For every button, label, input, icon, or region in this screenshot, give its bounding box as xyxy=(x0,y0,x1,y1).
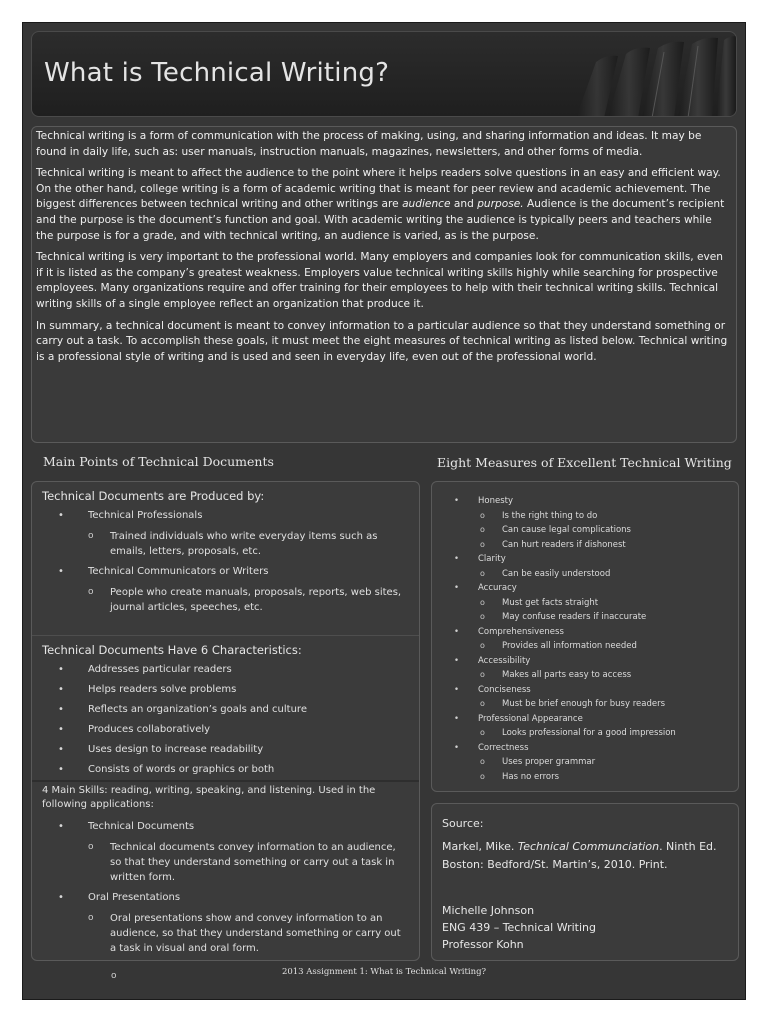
characteristics-title: Technical Documents Have 6 Characteristics: xyxy=(42,643,302,657)
intro-paragraph-4: In summary, a technical document is meant to convey information to a particular audience so that they understand something or carry out a task. To accomplish these goals, it must meet the eight measures of technical writing as listed below. Technical writing is a professional style of writing and is used and seen in everyday life, even out of the professional world. xyxy=(36,319,728,363)
list-item: • Correctness o Uses proper grammar o Has no errors xyxy=(432,741,738,785)
list-item: • Uses design to increase readability xyxy=(42,743,409,757)
produced-by-title: Technical Documents are Produced by: xyxy=(42,489,265,503)
title-banner xyxy=(31,31,737,117)
list-item: • Professional Appearance o Looks professional for a good impression xyxy=(432,712,738,741)
page-title: What is Technical Writing? xyxy=(44,58,390,88)
list-item: o People who create manuals, proposals, reports, web sites, journal articles, speeches, etc. xyxy=(88,585,409,615)
list-item: o Oral presentations show and convey information to an audience, so that they understand something or carry out a task in visual and oral form. xyxy=(88,911,409,956)
skills-intro: 4 Main Skills: reading, writing, speaking, and listening. Used in the following applications: xyxy=(42,785,376,810)
list-item: • Technical Communicators or Writers o People who create manuals, proposals, reports, web sites, journal articles, speeches, etc. xyxy=(42,565,409,615)
list-item: • Accessibility o Makes all parts easy to access xyxy=(432,654,738,683)
main-points-box xyxy=(31,481,420,961)
list-item: • Honesty o Is the right thing to do o Can cause legal complications o Can hurt readers if dishonest xyxy=(432,494,738,552)
list-item: • Helps readers solve problems xyxy=(42,683,409,697)
list-item: • Conciseness o Must be brief enough for busy readers xyxy=(432,683,738,712)
eight-measures-heading: Eight Measures of Excellent Technical Writing xyxy=(437,455,732,470)
professor-name: Professor Kohn xyxy=(442,938,524,951)
list-item: o Can be easily understood xyxy=(478,567,738,582)
list-item: o Makes all parts easy to access xyxy=(478,668,738,683)
list-item: • Technical Professionals o Trained individuals who write everyday items such as emails, letters, proposals, etc. xyxy=(42,509,409,559)
intro-text-box xyxy=(31,126,737,443)
books-icon xyxy=(556,32,736,117)
citation: Markel, Mike. Technical Communciation. Ninth Ed. Boston: Bedford/St. Martin’s, 2010. Print. xyxy=(442,840,717,871)
produced-by-section xyxy=(32,482,419,635)
characteristics-list xyxy=(42,663,409,777)
source-box xyxy=(431,803,739,961)
intro-paragraph-1: Technical writing is a form of communication with the process of making, using, and sharing information and ideas. It may be found in daily life, such as: user manuals, instruction manuals, magazines, newsletters, and other forms of media. xyxy=(36,130,702,158)
list-item: • Consists of words or graphics or both xyxy=(42,763,409,777)
list-item: o Has no errors xyxy=(478,770,738,785)
author-block xyxy=(442,902,728,953)
intro-paragraph-3: Technical writing is very important to the professional world. Many employers and companies look for communication skills, even if it is listed as the company’s greatest weakness. Employers value technical writing skills highly while searching for prospective employees. Many organizations require and offer training for their employees to help with their technical writing skills. Technical writing skills of a single employee reflect an organization that produce it. xyxy=(36,251,723,310)
produced-by-list xyxy=(42,509,409,615)
skills-section xyxy=(32,780,419,961)
author-name: Michelle Johnson xyxy=(442,904,535,917)
list-item: o Provides all information needed xyxy=(478,639,738,654)
list-item: o Uses proper grammar xyxy=(478,755,738,770)
list-item: • Reflects an organization’s goals and culture xyxy=(42,703,409,717)
source-label: Source: xyxy=(442,817,484,830)
main-points-heading: Main Points of Technical Documents xyxy=(43,454,274,469)
list-item: o Must be brief enough for busy readers xyxy=(478,697,738,712)
list-item: o May confuse readers if inaccurate xyxy=(478,610,738,625)
list-item: • Produces collaboratively xyxy=(42,723,409,737)
list-item: • Oral Presentations o Oral presentations show and convey information to an audience, so that they understand something or carry out a task in visual and oral form. xyxy=(42,891,409,956)
eight-measures-box xyxy=(431,481,739,792)
list-item: o Technical documents convey information to an audience, so that they understand something or carry out a task in written form. xyxy=(88,840,409,885)
list-item: o Can hurt readers if dishonest xyxy=(478,538,738,553)
list-item: • Comprehensiveness o Provides all information needed xyxy=(432,625,738,654)
measures-list xyxy=(432,494,738,784)
document-page xyxy=(22,22,746,1000)
bullet-marker: o xyxy=(111,971,117,981)
intro-paragraph-2: Technical writing is meant to affect the audience to the point where it helps readers solve questions in an easy and efficient way. On the other hand, college writing is a form of academic writing that is meant for peer review and academic achievement. The biggest differences between technical writing and other writings are audience and purpose. Audience is the document’s recipient and the purpose is the document’s function and goal. With academic writing the audience is typically peers and teachers while the purpose is for a grade, and with technical writing, an audience is varied, as is the purpose. xyxy=(36,167,725,242)
characteristics-section xyxy=(32,635,419,780)
list-item: o Looks professional for a good impression xyxy=(478,726,738,741)
course-name: ENG 439 – Technical Writing xyxy=(442,921,596,934)
list-item: o Trained individuals who write everyday items such as emails, letters, proposals, etc. xyxy=(88,529,409,559)
skills-list xyxy=(42,820,409,956)
list-item: o Can cause legal complications xyxy=(478,523,738,538)
list-item: • Clarity o Can be easily understood xyxy=(432,552,738,581)
list-item: o Must get facts straight xyxy=(478,596,738,611)
list-item: • Addresses particular readers xyxy=(42,663,409,677)
list-item: • Accuracy o Must get facts straight o May confuse readers if inaccurate xyxy=(432,581,738,625)
page-footer: 2013 Assignment 1: What is Technical Writing? xyxy=(281,967,487,977)
list-item: o Is the right thing to do xyxy=(478,509,738,524)
list-item: • Technical Documents o Technical documents convey information to an audience, so that they understand something or carry out a task in written form. xyxy=(42,820,409,885)
